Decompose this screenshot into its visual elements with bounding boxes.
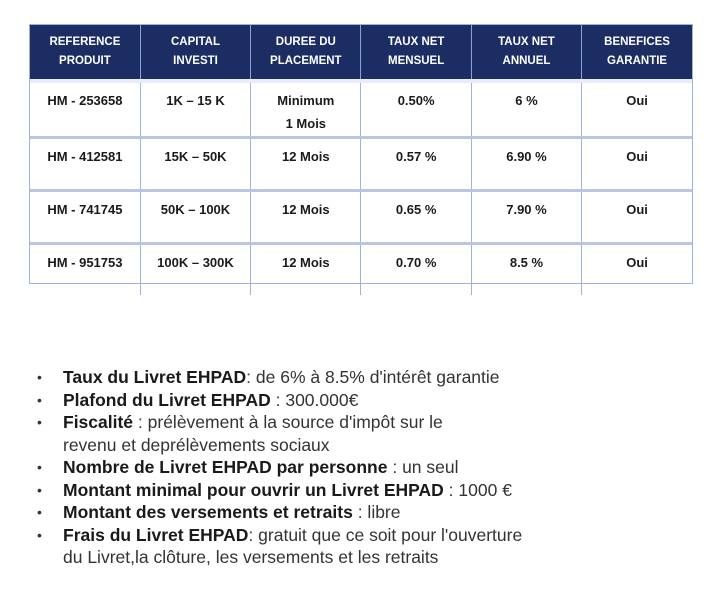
table-row	[30, 138, 692, 191]
item-text: 300.000€	[280, 389, 359, 410]
cell-capital: 15K – 50K	[140, 138, 250, 191]
cell-monthly-rate: 0.57 %	[361, 138, 471, 191]
cell-guaranteed: Oui	[582, 191, 692, 244]
cell-monthly-rate: 0.65 %	[361, 191, 471, 244]
cell-reference: HM - 741745	[30, 191, 140, 244]
bullet-icon: •	[37, 481, 42, 498]
cell-duration: 12 Mois	[251, 138, 361, 191]
list-item: • Montant minimal pour ouvrir un Livret EHPAD : 1000 €	[37, 479, 512, 500]
list-item: • Taux du Livret EHPAD: de 6% à 8.5% d'intérêt garantie	[37, 367, 500, 387]
header-reference: REFERENCE PRODUIT	[30, 25, 140, 81]
item-label: Montant des versements et retraits	[63, 502, 353, 522]
table-row	[30, 191, 692, 244]
item-label: Frais du Livret EHPAD	[63, 524, 249, 545]
cell-monthly-rate: 0.70 %	[361, 244, 471, 296]
cell-guaranteed: Oui	[626, 255, 648, 270]
bullet-icon: •	[37, 526, 42, 543]
cell-guaranteed: Oui	[582, 81, 692, 138]
bullet-icon: •	[37, 504, 42, 520]
bullet-icon: •	[37, 369, 42, 385]
list-item: • Fiscalité : prélèvement à la source d'impôt sur le revenu et deprélèvements sociaux	[37, 412, 443, 455]
item-text: un seul	[397, 457, 459, 477]
cell-capital: 100K – 300K	[140, 244, 250, 296]
cell-reference: HM - 951753	[30, 244, 140, 296]
item-text: gratuit que ce soit pour l'ouverture	[253, 524, 523, 545]
cell-guaranteed: Oui	[582, 138, 692, 191]
cell-duration: Minimum 1 Mois	[251, 81, 361, 138]
item-label: Montant minimal pour ouvrir un Livret EHPAD	[63, 479, 444, 500]
item-label: Plafond du Livret EHPAD	[63, 389, 271, 410]
list-item: • Frais du Livret EHPAD: gratuit que ce soit pour l'ouverture du Livret,la clôture, les versements et les retraits	[37, 524, 523, 567]
cell-capital: 50K – 100K	[140, 191, 250, 244]
bullet-icon: •	[37, 459, 42, 475]
cell-annual-rate: 6.90 %	[471, 138, 581, 191]
item-text: libre	[362, 502, 401, 522]
table-row	[30, 81, 692, 138]
list-item: • Montant des versements et retraits : libre	[37, 502, 401, 522]
table-row	[30, 244, 692, 296]
item-text-continued: du Livret,la clôture, les versements et les retraits	[63, 547, 439, 567]
item-label: Fiscalité	[63, 412, 134, 432]
item-text: de 6% à 8.5% d'intérêt garantie	[251, 367, 500, 387]
header-annual-rate: TAUX NET ANNUEL	[471, 25, 581, 81]
header-monthly-rate: TAUX NET MENSUEL	[361, 25, 471, 81]
header-duration: DUREE DU PLACEMENT	[251, 25, 361, 81]
cell-duration: 12 Mois	[251, 244, 361, 296]
cell-monthly-rate: 0.50%	[361, 81, 471, 138]
item-label: Taux du Livret EHPAD	[63, 367, 247, 387]
cell-reference: HM - 412581	[30, 138, 140, 191]
cell-duration: 12 Mois	[251, 191, 361, 244]
bullet-icon: •	[37, 414, 42, 430]
rates-table	[30, 25, 692, 295]
table-header-row	[30, 25, 692, 81]
item-text-continued: revenu et deprélèvements sociaux	[63, 434, 330, 455]
item-label: Nombre de Livret EHPAD par personne	[63, 457, 388, 477]
list-item: • Plafond du Livret EHPAD : 300.000€	[37, 389, 359, 410]
cell-annual-rate: 6 %	[471, 81, 581, 138]
header-capital: CAPITAL INVESTI	[140, 25, 250, 81]
rates-table-container	[29, 24, 693, 284]
features-list	[37, 366, 697, 569]
header-guaranteed-benefits: BENEFICES GARANTIE	[582, 25, 692, 81]
cell-reference: HM - 253658	[30, 81, 140, 138]
list-item: • Nombre de Livret EHPAD par personne : un seul	[37, 457, 459, 477]
item-text: 1000 €	[453, 479, 512, 500]
bullet-icon: •	[37, 391, 42, 408]
cell-annual-rate: 8.5 %	[471, 244, 581, 296]
cell-annual-rate: 7.90 %	[471, 191, 581, 244]
item-text: prélèvement à la source d'impôt sur le	[142, 412, 443, 432]
cell-capital: 1K – 15 K	[140, 81, 250, 138]
